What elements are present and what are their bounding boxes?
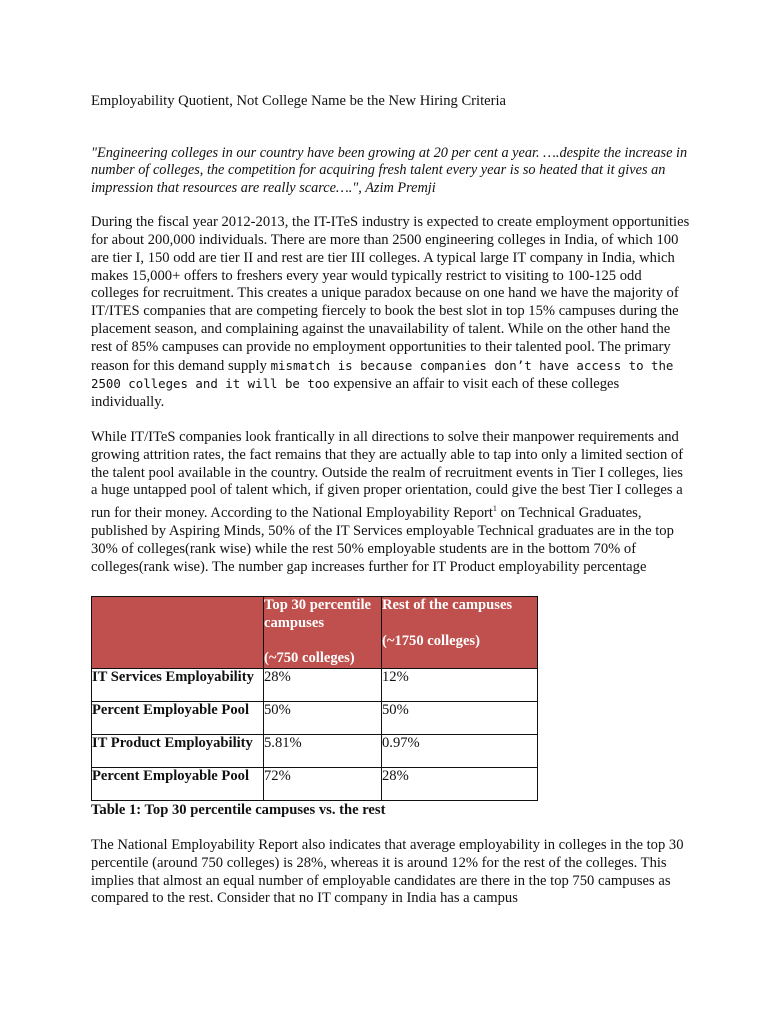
table-cell-top: 28% [264, 669, 382, 702]
document-title: Employability Quotient, Not College Name be the New Hiring Criteria [91, 93, 507, 109]
quote-author: Azim Premji [365, 179, 436, 196]
table-caption: Table 1: Top 30 percentile campuses vs. the rest [91, 802, 386, 819]
table-cell-top: 5.81% [264, 735, 382, 768]
paragraph-1-main: During the fiscal year 2012-2013, the IT-ITeS industry is expected to create employment opportunities for about 200,000 individuals. There are more than 2500 engineering colleges in India, of which 100 are tier I, 150 odd are tier II and rest are tier III colleges. A typical large IT company in India, which makes 15,000+ offers to freshers every year would typically restrict to visiting to 100-125 odd colleges for recruitment. This creates a unique paradox because on one hand we have the majority of IT/ITES companies that are competing fiercely to book the best slot in top 15% campuses during the placement season, and complaining against the unavailability of talent. While on the other hand the rest of 85% campuses can provide no employment opportunities to their talented pool. The primary reason for this demand supply [91, 214, 690, 374]
footnote-marker[interactable]: 1 [492, 504, 497, 514]
table-header-top-label: Top 30 percentile campuses [264, 597, 372, 631]
paragraph-1-mono: mismatch is because companies don’t have access to the 2500 colleges and it will be too [91, 357, 674, 392]
table-cell-rest: 12% [382, 669, 538, 702]
table-row [92, 702, 538, 735]
table-row-label: Percent Employable Pool [92, 768, 264, 801]
table-header-top-count: (~750 colleges) [264, 650, 355, 667]
table-cell-rest: 28% [382, 768, 538, 801]
table-header-rest-label: Rest of the campuses [382, 597, 513, 614]
table-row-label: IT Services Employability [92, 669, 264, 702]
table-row [92, 669, 538, 702]
table-row [92, 735, 538, 768]
quote-block [91, 145, 691, 198]
table-cell-rest: 0.97% [382, 735, 538, 768]
paragraph-2-part1: While IT/ITeS companies look frantically in all directions to solve their manpower requirements and growing attrition rates, the fact remains that they are actually able to tap into only a limited section of the talent pool available in the country. Outside the realm of recruitment events in Tier I colleges, lies a huge untapped pool of talent which, if given proper orientation, could give the best Tier I colleges a run for their money. According to the National Employability Report [91, 429, 684, 522]
table-cell-rest: 50% [382, 702, 538, 735]
paragraph-1-end: expensive an affair to visit each of these colleges individually. [91, 376, 620, 411]
table-cell-top: 72% [264, 768, 382, 801]
paragraph-2 [91, 429, 691, 576]
quote-text: "Engineering colleges in our country have been growing at 20 per cent a year. ….despite the increase in number of colleges, the competition for acquiring fresh talent every year is so heated that it gives an impression that resources are really scarce….", [91, 144, 688, 196]
table-header-top [264, 597, 382, 669]
paragraph-1 [91, 214, 691, 412]
paragraph-2-part2: on Technical Graduates, published by Aspiring Minds, 50% of the IT Services employable Technical graduates are in the top 30% of colleges(rank wise) while the rest 50% employable students are in the bottom 70% of colleges(rank wise). The number gap increases further for IT Product employability percentage [91, 505, 674, 575]
table-header-row [92, 597, 538, 669]
table-row-label: Percent Employable Pool [92, 702, 264, 735]
paragraph-3: The National Employability Report also indicates that average employability in colleges in the top 30 percentile (around 750 colleges) is 28%, whereas it is around 12% for the rest of the colleges. This implies that almost an equal number of employable candidates are there in the top 750 campuses as compared to the rest. Consider that no IT company in India has a campus [91, 837, 684, 907]
table-cell-top: 50% [264, 702, 382, 735]
table-row-label: IT Product Employability [92, 735, 264, 768]
table-row [92, 768, 538, 801]
table-header-empty [92, 597, 264, 669]
employability-table [91, 596, 538, 801]
table-header-rest-count: (~1750 colleges) [382, 632, 480, 649]
document-page [91, 93, 691, 908]
table-header-rest [382, 597, 538, 669]
